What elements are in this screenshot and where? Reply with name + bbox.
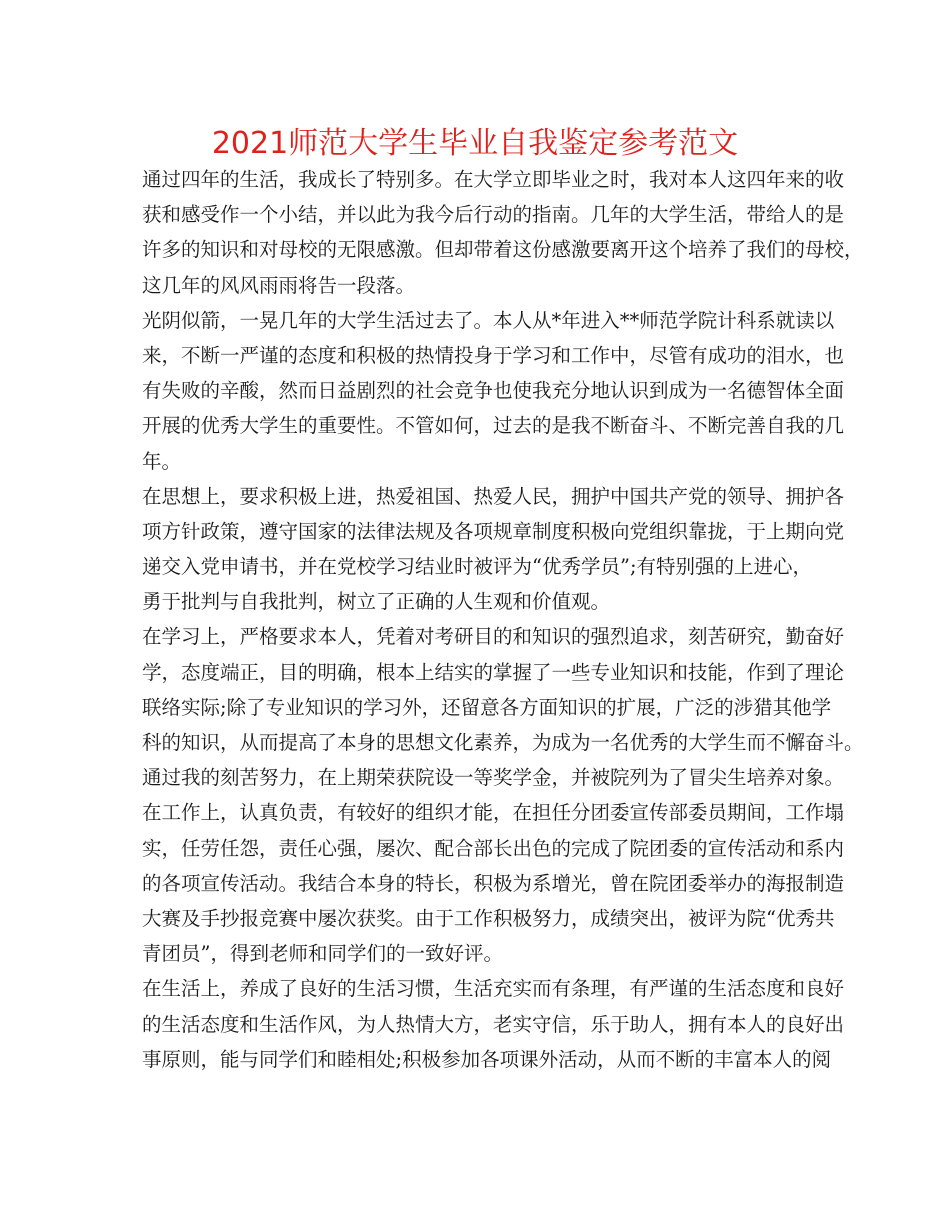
body-line: 的生活态度和生活作风，为人热情大方，老实守信，乐于助人，拥有本人的良好出 xyxy=(142,1012,845,1036)
body-line: 开展的优秀大学生的重要性。不管如何，过去的是我不断奋斗、不断完善自我的几 xyxy=(142,414,845,438)
body-line: 在生活上，养成了良好的生活习惯，生活充实而有条理，有严谨的生活态度和良好 xyxy=(142,977,845,1001)
body-line: 来，不断一严谨的态度和积极的热情投身于学习和工作中，尽管有成功的泪水，也 xyxy=(142,343,845,367)
body-line: 联络实际;除了专业知识的学习外，还留意各方面知识的扩展，广泛的涉猎其他学 xyxy=(142,695,832,719)
document-body xyxy=(142,162,864,1077)
body-line: 这几年的风风雨雨将告一段落。 xyxy=(142,273,416,297)
body-line: 事原则，能与同学们和睦相处;积极参加各项课外活动，从而不断的丰富本人的阅 xyxy=(142,1047,832,1071)
body-line: 年。 xyxy=(142,449,182,473)
body-line: 青团员”，得到老师和同学们的一致好评。 xyxy=(142,942,503,966)
body-line: 项方针政策，遵守国家的法律法规及各项规章制度积极向党组织靠拢，于上期向党 xyxy=(142,519,845,543)
body-line: 科的知识，从而提高了本身的思想文化素养，为成为一名优秀的大学生而不懈奋斗。 xyxy=(142,731,864,754)
document-title: 2021师范大学生毕业自我鉴定参考范文 xyxy=(211,126,739,161)
body-line: 实，任劳任怨，责任心强，屡次、配合部长出色的完成了院团委的宣传活动和系内 xyxy=(142,836,845,860)
body-line: 在思想上，要求积极上进，热爱祖国、热爱人民，拥护中国共产党的领导、拥护各 xyxy=(142,484,845,508)
body-line: 大赛及手抄报竞赛中屡次获奖。由于工作积极努力，成绩突出，被评为院“优秀共 xyxy=(142,906,835,930)
body-line: 学，态度端正，目的明确，根本上结实的掌握了一些专业知识和技能，作到了理论 xyxy=(142,660,845,684)
body-line: 光阴似箭，一晃几年的大学生活过去了。本人从*年进入**师范学院计科系就读以 xyxy=(142,308,835,332)
body-line: 在工作上，认真负责，有较好的组织才能，在担任分团委宣传部委员期间，工作塌 xyxy=(142,801,845,825)
body-line: 获和感受作一个小结，并以此为我今后行动的指南。几年的大学生活，带给人的是 xyxy=(142,203,845,227)
body-line: 递交入党申请书，并在党校学习结业时被评为“优秀学员”;有特别强的上进心， xyxy=(142,555,813,579)
body-line: 在学习上，严格要求本人，凭着对考研目的和知识的强烈追求，刻苦研究，勤奋好 xyxy=(142,625,845,649)
body-line: 有失败的辛酸，然而日益剧烈的社会竞争也使我充分地认识到成为一名德智体全面 xyxy=(142,379,845,403)
body-line: 的各项宣传活动。我结合本身的特长，积极为系增光，曾在院团委举办的海报制造 xyxy=(142,871,845,895)
body-line: 许多的知识和对母校的无限感激。但却带着这份感激要离开这个培养了我们的母校， xyxy=(142,238,864,262)
body-line: 通过四年的生活，我成长了特别多。在大学立即毕业之时，我对本人这四年来的收 xyxy=(142,168,845,191)
body-line: 勇于批判与自我批判，树立了正确的人生观和价值观。 xyxy=(142,590,611,614)
body-line: 通过我的刻苦努力，在上期荣获院设一等奖学金，并被院列为了冒尖生培养对象。 xyxy=(142,766,845,790)
